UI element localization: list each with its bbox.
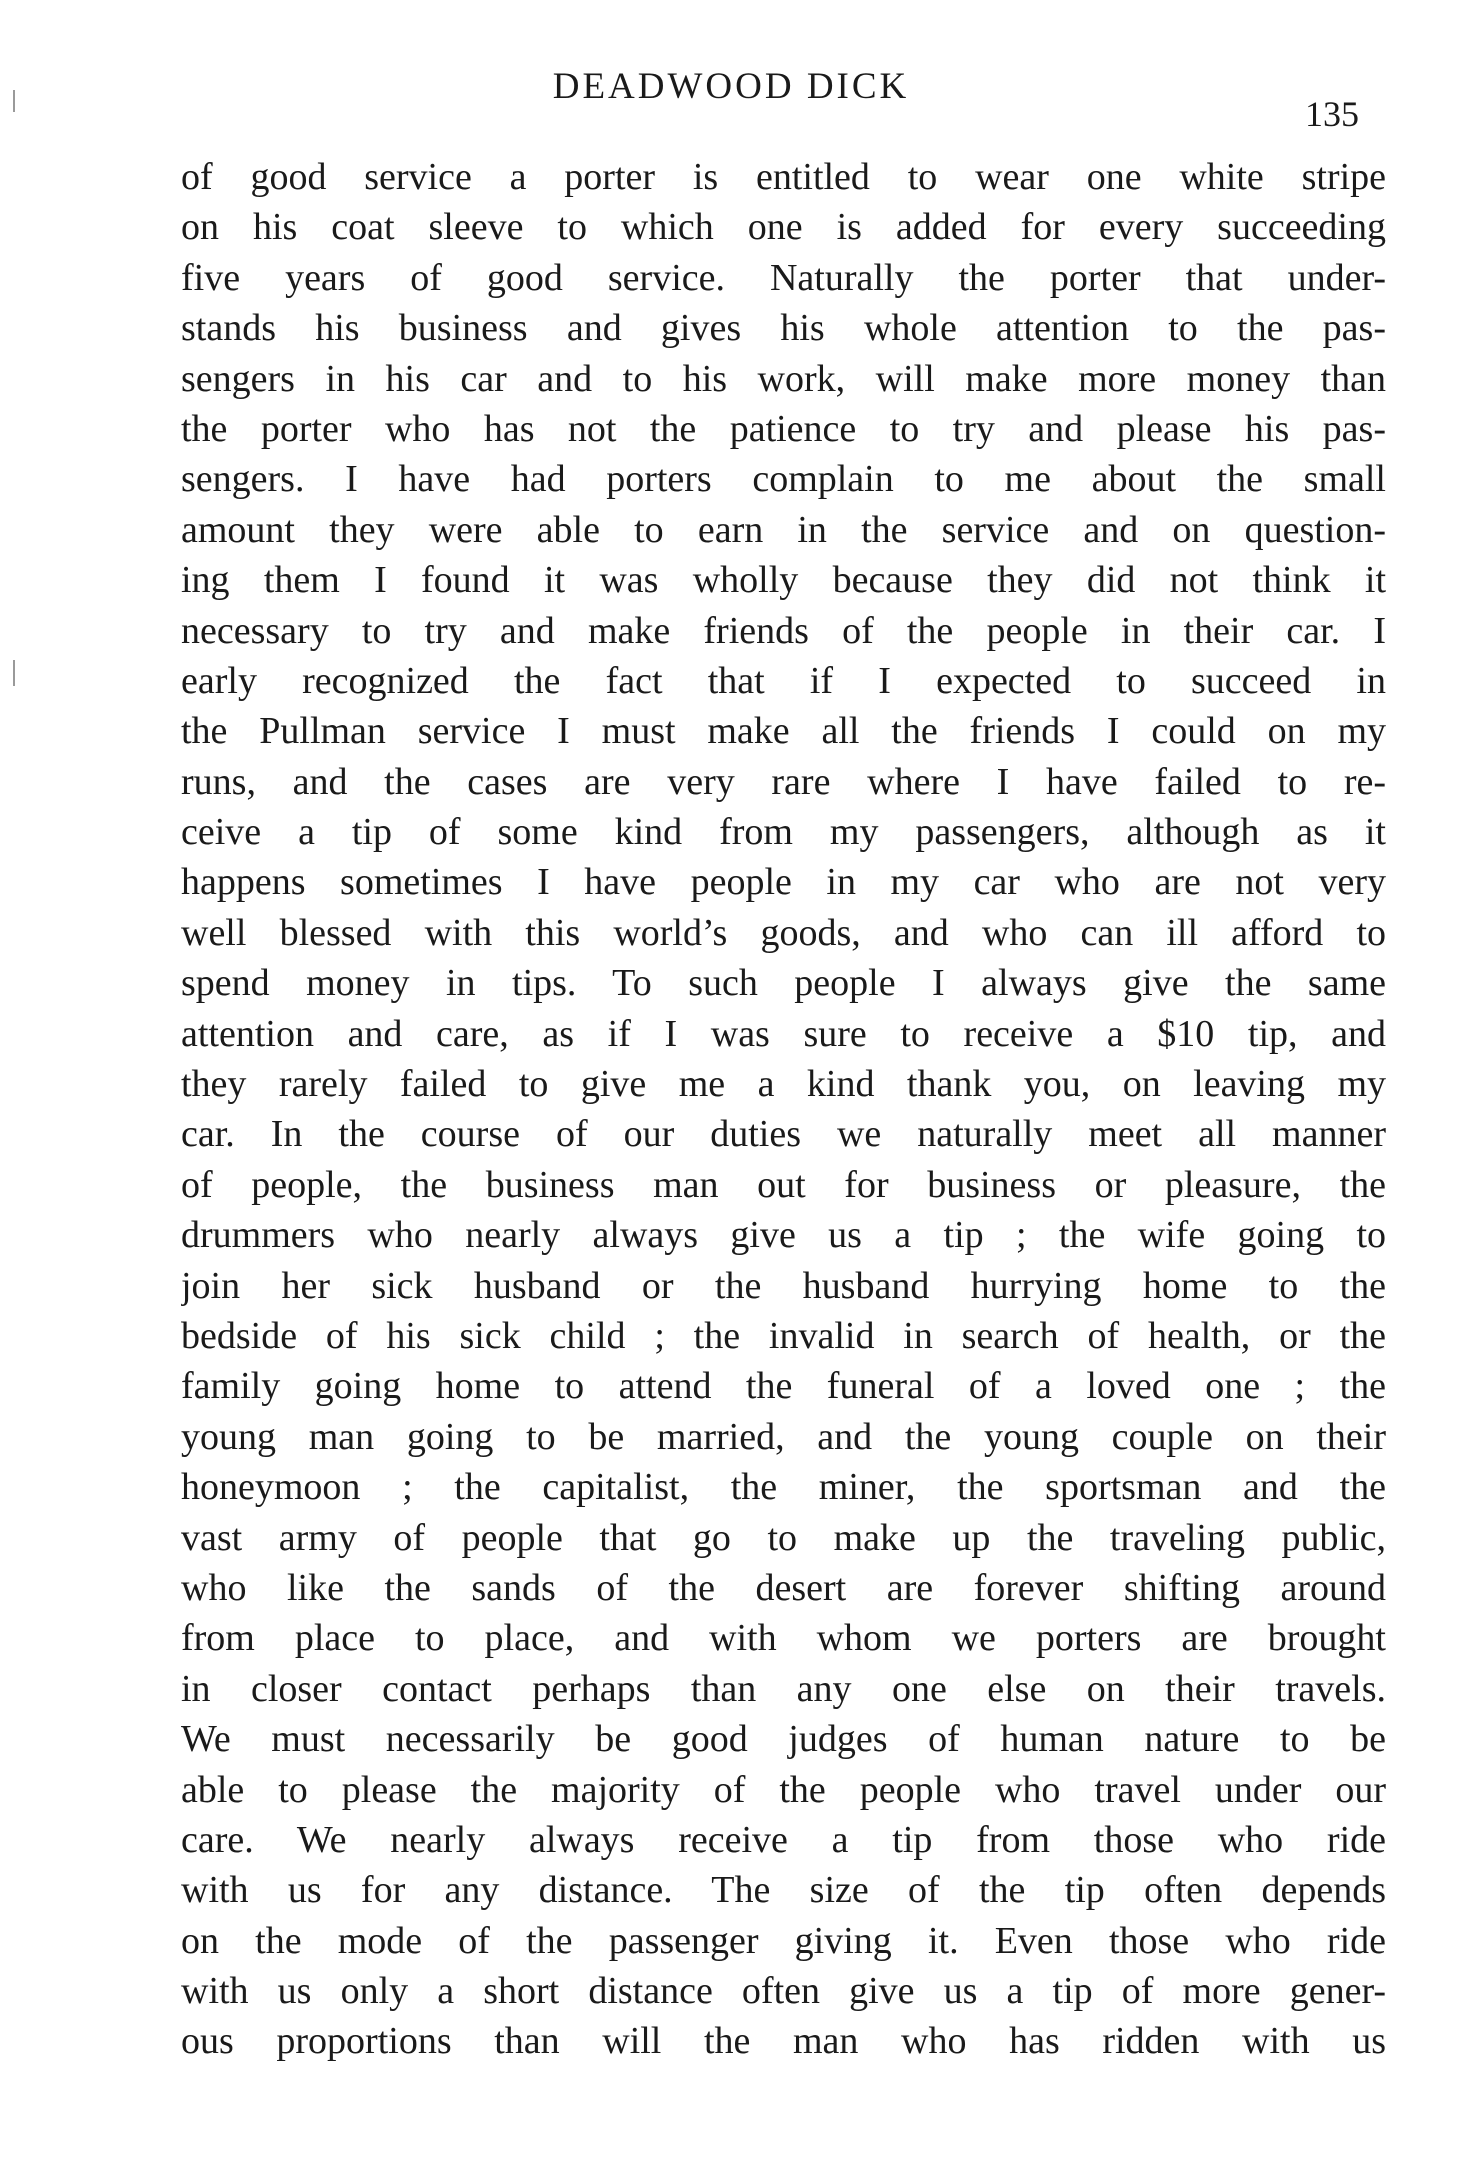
text-line: care. We nearly always receive a tip from those who ride: [181, 1818, 1386, 1861]
text-line: stands his business and gives his whole attention to the pas-: [181, 307, 1386, 350]
text-line: they rarely failed to give me a kind thank you, on leaving my: [181, 1063, 1386, 1106]
text-line: bedside of his sick child ; the invalid in search of health, or the: [181, 1314, 1386, 1357]
text-line: with us only a short distance often give us a tip of more gener-: [181, 1970, 1386, 2013]
text-line: the Pullman service I must make all the friends I could on my: [181, 710, 1386, 753]
text-line: of good service a porter is entitled to wear one white stripe: [181, 156, 1386, 198]
text-line: who like the sands of the desert are forever shifting around: [181, 1566, 1386, 1609]
text-line: necessary to try and make friends of the people in their car. I: [181, 609, 1386, 652]
text-line: runs, and the cases are very rare where I have failed to re-: [181, 760, 1386, 803]
text-line: with us for any distance. The size of the tip often depends: [181, 1869, 1386, 1912]
text-line: young man going to be married, and the young couple on their: [181, 1415, 1386, 1458]
text-line: on his coat sleeve to which one is added for every succeeding: [181, 206, 1386, 249]
text-line: car. In the course of our duties we naturally meet all manner: [181, 1113, 1386, 1156]
page-number: 135: [1305, 94, 1359, 134]
text-line: ceive a tip of some kind from my passengers, although as it: [181, 811, 1386, 854]
text-line: five years of good service. Naturally the porter that under-: [181, 256, 1386, 299]
body-text: [181, 152, 1386, 2067]
text-line: the porter who has not the patience to try and please his pas-: [181, 407, 1386, 450]
text-line: drummers who nearly always give us a tip ; the wife going to: [181, 1214, 1386, 1257]
text-line: join her sick husband or the husband hurrying home to the: [181, 1264, 1386, 1307]
text-line: honeymoon ; the capitalist, the miner, the sportsman and the: [181, 1466, 1386, 1509]
text-line: sengers in his car and to his work, will make more money than: [181, 357, 1386, 400]
text-line: amount they were able to earn in the service and on question-: [181, 508, 1386, 551]
margin-scan-mark: [13, 90, 15, 112]
text-line: in closer contact perhaps than any one else on their travels.: [181, 1667, 1386, 1710]
text-line: attention and care, as if I was sure to receive a $10 tip, and: [181, 1012, 1386, 1055]
text-line: of people, the business man out for business or pleasure, the: [181, 1163, 1386, 1206]
text-line: family going home to attend the funeral of a loved one ; the: [181, 1365, 1386, 1408]
text-line: spend money in tips. To such people I always give the same: [181, 962, 1386, 1005]
text-line: on the mode of the passenger giving it. Even those who ride: [181, 1919, 1386, 1962]
text-line: sengers. I have had porters complain to me about the small: [181, 458, 1386, 501]
text-line: able to please the majority of the people who travel under our: [181, 1768, 1386, 1811]
text-line: We must necessarily be good judges of human nature to be: [181, 1718, 1386, 1761]
text-line: from place to place, and with whom we porters are brought: [181, 1617, 1386, 1660]
running-head-title: DEADWOOD DICK: [552, 66, 910, 107]
text-line: early recognized the fact that if I expected to succeed in: [181, 659, 1386, 702]
text-line: well blessed with this world’s goods, and who can ill afford to: [181, 911, 1386, 954]
margin-scan-mark: [13, 660, 15, 686]
text-line: ing them I found it was wholly because they did not think it: [181, 559, 1386, 602]
text-line: ous proportions than will the man who has ridden with us: [181, 2020, 1386, 2063]
text-line: vast army of people that go to make up the traveling public,: [181, 1516, 1386, 1559]
text-line: happens sometimes I have people in my car who are not very: [181, 861, 1386, 904]
